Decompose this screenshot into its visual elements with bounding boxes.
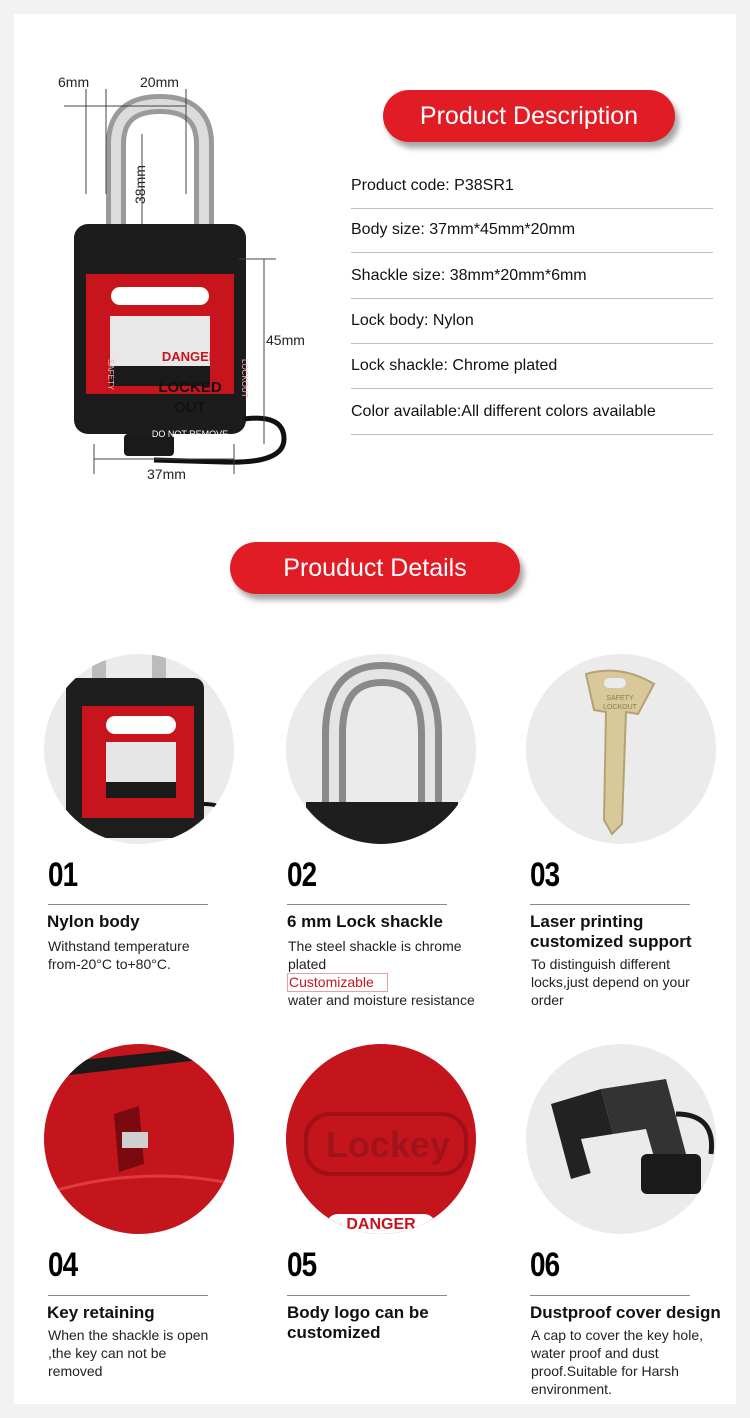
spec-row: [351, 254, 713, 299]
padlock-diagram: [44, 74, 344, 494]
lock-label-locked: LOCKED: [158, 379, 222, 396]
product-details-heading: Prouduct Details: [230, 542, 520, 594]
feature-title-body-logo: Body logo can be customized: [287, 1303, 429, 1342]
spec-row: [351, 164, 713, 209]
spec-row: [351, 390, 713, 435]
spec-color-available: Color available:All different colors available: [351, 403, 656, 420]
lock-side-right: LOCKOUT: [240, 359, 249, 398]
feature-title-lock-shackle: 6 mm Lock shackle: [287, 912, 443, 931]
dim-37mm: 37mm: [147, 466, 186, 482]
spec-lock-shackle: Lock shackle: Chrome plated: [351, 357, 558, 374]
feature-desc-dustproof: A cap to cover the key hole, water proof and dust proof.Suitable for Harsh environment.: [531, 1327, 703, 1397]
photo-nylon-body: [44, 654, 234, 844]
photo-key-retaining: [44, 1044, 234, 1234]
customizable-tag: Customizable: [287, 973, 388, 992]
lock-label-out: OUT: [174, 399, 206, 416]
product-description-heading: Product Description: [383, 90, 675, 142]
divider: [48, 1295, 208, 1296]
spec-row: [351, 299, 713, 344]
feature-title-dustproof: Dustproof cover design: [530, 1303, 721, 1322]
feature-number-05: 05: [287, 1246, 317, 1284]
feature-desc-nylon-body: Withstand temperature from-20°C to+80°C.: [48, 938, 190, 972]
spec-row: [351, 208, 713, 253]
spec-shackle-size: Shackle size: 38mm*20mm*6mm: [351, 267, 587, 284]
spec-product-code: Product code: P38SR1: [351, 177, 514, 194]
feature-desc-lock-shackle: The steel shackle is chrome plated: [288, 938, 462, 972]
dim-20mm: 20mm: [140, 74, 179, 90]
dim-45mm: 45mm: [266, 332, 305, 348]
feature-desc-key-retaining: When the shackle is open ,the key can not be removed: [48, 1327, 209, 1379]
photo-lock-shackle: [286, 654, 476, 844]
lock-label-do-not-remove: DO NOT REMOVE: [151, 429, 229, 439]
feature-number-01: 01: [48, 856, 78, 894]
feature-desc-laser-printing: To distinguish different locks,just depend on your order: [531, 956, 690, 1008]
feature-desc-lock-shackle-2: water and moisture resistance: [288, 992, 475, 1008]
feature-number-04: 04: [48, 1246, 78, 1284]
key-engraving: SAFETY LOCKOUT: [603, 695, 637, 711]
spec-lock-body: Lock body: Nylon: [351, 312, 474, 329]
feature-title-key-retaining: Key retaining: [47, 1303, 155, 1322]
feature-title-laser-printing: Laser printing customized support: [530, 912, 692, 951]
divider: [530, 1295, 690, 1296]
feature-number-03: 03: [530, 856, 560, 894]
photo-key: [526, 654, 716, 844]
body-logo-text: Lockey: [325, 1124, 451, 1165]
lock-side-left: SAFETY: [106, 359, 115, 391]
lock-label-danger: DANGER: [161, 349, 219, 364]
feature-title-nylon-body: Nylon body: [47, 912, 140, 931]
photo-body-logo: [286, 1044, 476, 1234]
photo-dustproof-cover: [526, 1044, 716, 1234]
danger-fragment-text: DANGER: [346, 1216, 416, 1233]
feature-number-02: 02: [287, 856, 317, 894]
divider: [48, 904, 208, 905]
dim-6mm: 6mm: [58, 74, 90, 90]
spec-row: [351, 344, 713, 389]
dim-38mm: 38mm: [132, 165, 148, 204]
feature-number-06: 06: [530, 1246, 560, 1284]
product-page: [14, 14, 736, 1404]
divider: [287, 1295, 447, 1296]
divider: [530, 904, 690, 905]
divider: [287, 904, 447, 905]
spec-body-size: Body size: 37mm*45mm*20mm: [351, 221, 576, 238]
